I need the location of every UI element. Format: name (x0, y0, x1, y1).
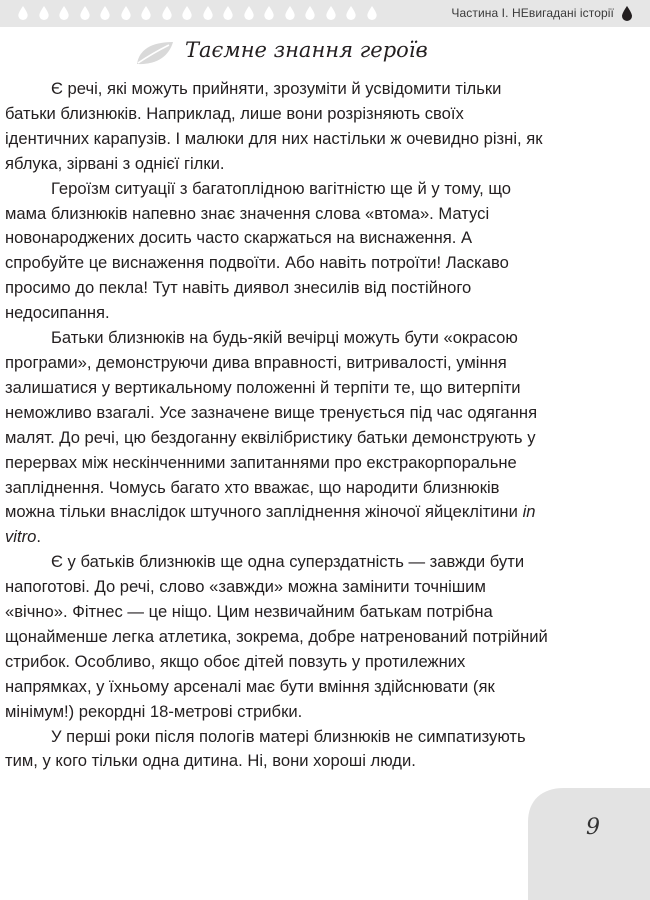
drop-icon (100, 6, 110, 20)
drop-icon (182, 6, 192, 20)
drop-icon (80, 6, 90, 20)
page-title: Таємне знання героїв (185, 38, 428, 62)
header-band (0, 0, 650, 27)
drop-icon (622, 6, 632, 21)
drop-icon (326, 6, 336, 20)
drop-icon (285, 6, 295, 20)
drop-icon (18, 6, 28, 20)
running-head: Частина І. НЕвигадані історії (451, 6, 614, 20)
drop-icon (39, 6, 49, 20)
drop-icon (367, 6, 377, 20)
drop-icon (203, 6, 213, 20)
section-title-block (0, 38, 650, 68)
drop-icon (346, 6, 356, 20)
drop-icon (264, 6, 274, 20)
paragraph: Батьки близнюків на будь-якій вечірці можуть бути «окрасою програми», демонструючи дива вправності, витривалості, уміння залишатися у вертикальному положенні й терпіти те, що витерпіти неможливо взагалі. Усе зазначене вище тренується під час одягання малят. До речі, цю бездоганну еквілібристику батьки демонструють у перервах між нескінченними запитаннями про екстракорпоральне запліднення. Чомусь багато хто вважає, що народити близнюків можна тільки внаслідок штучного запліднення жіночої яйцеклітини in vitro. (5, 328, 538, 547)
paragraph: Є речі, які можуть прийняти, зрозуміти й усвідомити тільки батьки близнюків. Наприклад, лише вони розрізняють своїх ідентичних карапузів. І малюки для них настільки ж очевидно різні, як яблука, зірвані з однієї гілки. (5, 79, 543, 173)
drop-ornament-row (0, 6, 370, 22)
paragraph: У перші роки після пологів матері близнюків не симпатизують тим, у кого тільки одна дитина. Ні, вони хороші люди. (5, 726, 526, 771)
drop-icon (305, 6, 315, 20)
paragraph: Є у батьків близнюків ще одна суперздатність — завжди бути напоготові. До речі, слово «завжди» можна замінити точнішим «вічно». Фітнес — це ніщо. Цим незвичайним батькам потрібна щонайменше легка атлетика, зокрема, добре натренований потрійний стрибок. Особливо, якщо обоє дітей повзуть у протилежних напрямках, у їхньому арсеналі має бути вміння здійснювати (як мінімум!) рекордні 18-метрові стрибки. (5, 552, 548, 721)
drop-icon (121, 6, 131, 20)
drop-icon (223, 6, 233, 20)
drop-icon (244, 6, 254, 20)
page-number: 9 (586, 815, 600, 840)
drop-icon (162, 6, 172, 20)
paragraph: Героїзм ситуації з багатоплідною вагітністю ще й у тому, що мама близнюків напевно знає значення слова «втома». Матусі новонароджених досить часто скаржаться на виснаження. А спробуйте це виснаження подвоїти. Або навіть потроїти! Ласкаво просимо до пекла! Тут навіть диявол знесилів від постійного недосипання. (5, 178, 512, 323)
italic-term: in vitro (5, 502, 536, 547)
drop-icon (141, 6, 151, 20)
body-text (5, 77, 550, 774)
leaf-icon (135, 40, 175, 66)
page-corner-shape (528, 788, 650, 900)
drop-icon (59, 6, 69, 20)
